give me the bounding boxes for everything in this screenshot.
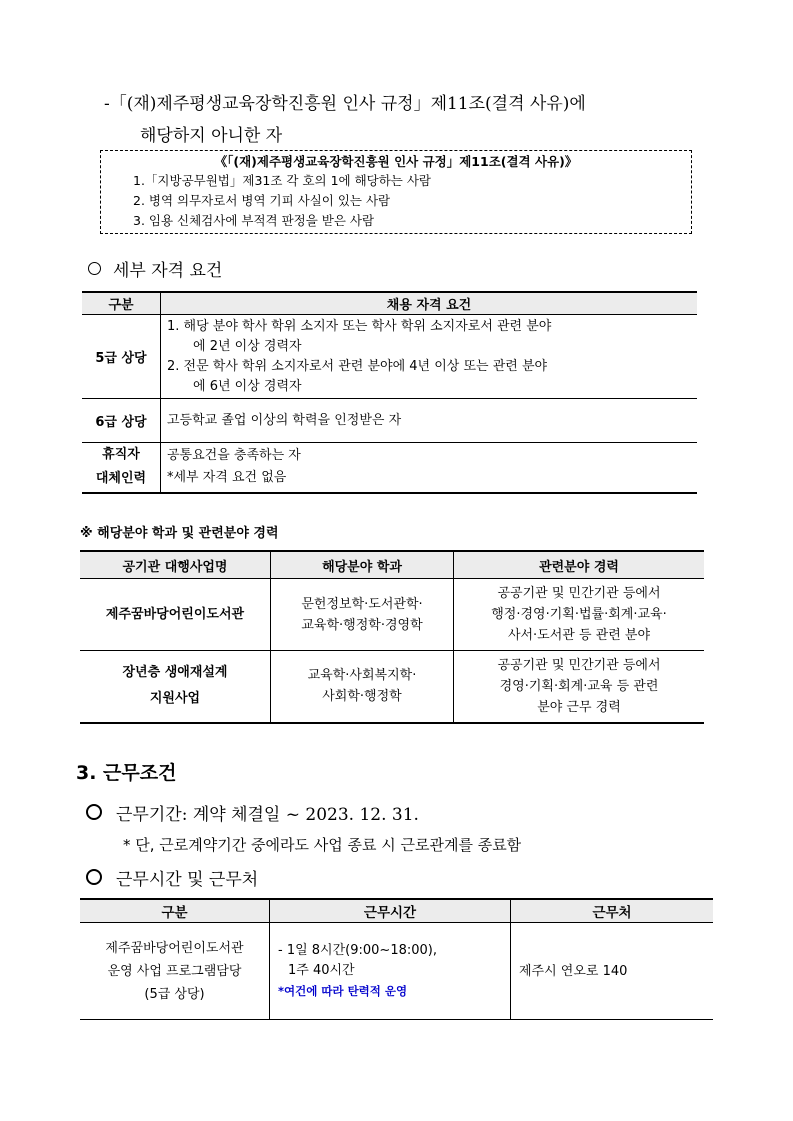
- work-period: 근무기간: 계약 체결일 ~ 2023. 12. 31.: [86, 800, 419, 825]
- grade-cell: 6급 상당: [82, 399, 161, 443]
- detail-qual-heading: 세부 자격 요건: [88, 256, 222, 281]
- intro-text: [104, 88, 744, 152]
- table-row: [82, 399, 697, 443]
- table-header: 해당분야 학과: [271, 551, 454, 579]
- intro-line-2: 해당하지 아니한 자: [140, 126, 283, 146]
- career-cell: 공공기관 및 민간기관 등에서 경영·기획·회계·교육 등 관련 분야 근무 경력: [454, 651, 705, 723]
- table-header-row: [82, 292, 697, 315]
- work-period-note: * 단, 근로계약기간 중에라도 사업 종료 시 근로관계를 종료함: [123, 836, 522, 854]
- hours-heading: 근무시간 및 근무처: [86, 865, 258, 890]
- requirement-cell: 공통요건을 충족하는 자 *세부 자격 요건 없음: [161, 443, 698, 493]
- table-header: 공기관 대행사업명: [80, 551, 271, 579]
- majors-cell: 문헌정보학·도서관학· 교육학·행정학·경영학: [271, 579, 454, 651]
- requirement-cell: 1. 해당 분야 학사 학위 소지자 또는 학사 학위 소지자로서 관련 분야 에 2년 이상 경력자 2. 전문 학사 학위 소지자로서 관련 분야에 4년 이상 또는 관련 분야 에 6년 이상 경력자: [161, 315, 698, 399]
- hours-cell: - 1일 8시간(9:00~18:00), 1주 40시간 *여건에 따라 탄력적 운영: [270, 923, 511, 1020]
- table-header: 근무처: [511, 899, 714, 923]
- section-3-title: 3. 근무조건: [76, 762, 177, 784]
- table-header: 관련분야 경력: [454, 551, 705, 579]
- grade-cell: 5급 상당: [82, 315, 161, 399]
- table-header-row: [80, 899, 713, 923]
- table-row: [80, 651, 704, 723]
- hours-note: *여건에 따라 탄력적 운영: [278, 984, 408, 998]
- related-fields-note: ※ 해당분야 학과 및 관련분야 경력: [80, 526, 279, 541]
- table-row: [82, 315, 697, 399]
- table-header: 채용 자격 요건: [161, 292, 698, 315]
- disqualification-item: 1.「지방공무원법」제31조 각 호의 1에 해당하는 사람: [133, 173, 432, 188]
- category-cell: 제주꿈바당어린이도서관 운영 사업 프로그램담당 (5급 상당): [80, 923, 270, 1020]
- work-conditions-table: [80, 898, 713, 1020]
- circle-bullet-icon: [86, 804, 102, 820]
- project-cell: 제주꿈바당어린이도서관: [80, 579, 271, 651]
- intro-line-1: -「(재)제주평생교육장학진흥원 인사 규정」제11조(결격 사유)에: [104, 94, 586, 114]
- career-cell: 공공기관 및 민간기관 등에서 행정·경영·기획·법률·회계·교육· 사서·도서관 등 관련 분야: [454, 579, 705, 651]
- table-row: [82, 443, 697, 493]
- grade-cell: 휴직자 대체인력: [82, 443, 161, 493]
- circle-bullet-icon: [86, 869, 102, 885]
- disqualification-title: 《「(재)제주평생교육장학진흥원 인사 규정」제11조(결격 사유)》: [214, 154, 578, 169]
- project-cell: 장년층 생애재설계 지원사업: [80, 651, 271, 723]
- qualification-table: [82, 291, 697, 494]
- table-header: 구분: [82, 292, 161, 315]
- table-header: 근무시간: [270, 899, 511, 923]
- table-header-row: [80, 551, 704, 579]
- majors-cell: 교육학·사회복지학· 사회학·행정학: [271, 651, 454, 723]
- table-header: 구분: [80, 899, 270, 923]
- disqualification-item: 3. 임용 신체검사에 부적격 판정을 받은 사람: [133, 213, 375, 228]
- circle-bullet-icon: [88, 262, 101, 275]
- disqualification-item: 2. 병역 의무자로서 병역 기피 사실이 있는 사람: [133, 193, 391, 208]
- related-fields-table: [80, 550, 704, 724]
- disqualification-box: [100, 150, 692, 234]
- table-row: [80, 923, 713, 1020]
- table-row: [80, 579, 704, 651]
- requirement-cell: 고등학교 졸업 이상의 학력을 인정받은 자: [161, 399, 698, 443]
- location-cell: 제주시 연오로 140: [511, 923, 714, 1020]
